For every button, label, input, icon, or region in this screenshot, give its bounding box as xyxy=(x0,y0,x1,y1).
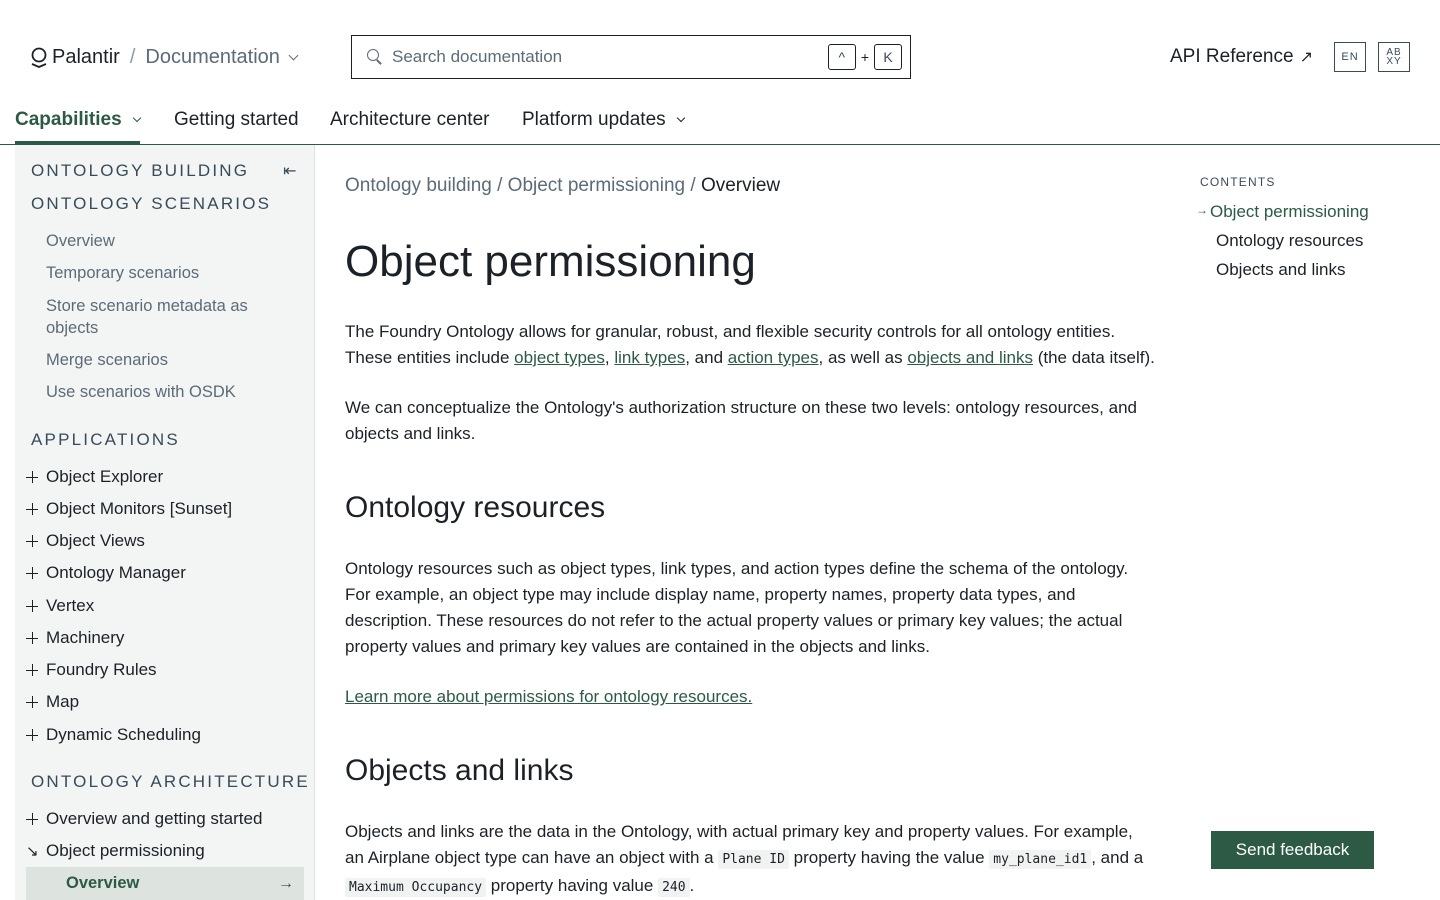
toc-item-label: Object permissioning xyxy=(1210,202,1369,221)
tab-label: Capabilities xyxy=(15,109,122,130)
sidebar-item-foundry-rules[interactable] xyxy=(26,660,157,680)
language-button[interactable] xyxy=(1334,42,1366,72)
tab-platform-updates[interactable] xyxy=(522,96,684,144)
toc-item-ontology-resources[interactable]: Ontology resources xyxy=(1216,231,1364,250)
sidebar-heading-ontology-scenarios[interactable]: ONTOLOGY SCENARIOS xyxy=(31,194,272,213)
external-link-icon: ↗ xyxy=(1299,49,1313,66)
send-feedback-button[interactable]: Send feedback xyxy=(1211,831,1374,869)
toc-item-objects-and-links[interactable]: Objects and links xyxy=(1216,260,1346,279)
plus-icon xyxy=(26,696,38,708)
expanded-arrow-icon: ↘ xyxy=(26,843,39,860)
sidebar-item-object-views[interactable] xyxy=(26,531,145,551)
plus-icon xyxy=(26,664,38,676)
text: , and xyxy=(685,348,728,367)
objects-and-links-paragraph xyxy=(345,819,1155,900)
plus-icon xyxy=(26,567,38,579)
sidebar-item-label: Ontology Manager xyxy=(46,563,186,582)
sidebar-item-overview-getting-started[interactable] xyxy=(26,809,262,829)
sidebar-item-label: Machinery xyxy=(46,628,125,647)
plus-icon xyxy=(26,535,38,547)
text: (the data itself). xyxy=(1033,348,1155,367)
search-shortcut xyxy=(828,44,902,70)
sidebar-item-overview[interactable]: Overview xyxy=(46,232,115,250)
collapse-sidebar-icon[interactable]: ⇤ xyxy=(283,163,297,180)
plus-icon xyxy=(26,503,38,515)
arrow-right-icon: → xyxy=(278,874,294,892)
tab-label: Getting started xyxy=(174,109,299,130)
sidebar-item-label: Overview xyxy=(66,874,140,892)
tab-getting-started[interactable] xyxy=(174,96,299,144)
plus-icon xyxy=(26,632,38,644)
text: . xyxy=(689,876,695,895)
breadcrumb-object-permissioning[interactable]: Object permissioning xyxy=(507,175,686,196)
plus-icon xyxy=(26,471,38,483)
sidebar-item-label: Foundry Rules xyxy=(46,660,157,679)
tab-capabilities[interactable] xyxy=(15,96,140,144)
breadcrumb-separator: / xyxy=(491,175,508,196)
sidebar-item-use-scenarios-osdk[interactable]: Use scenarios with OSDK xyxy=(46,383,236,401)
sidebar-item-object-explorer[interactable] xyxy=(26,467,163,487)
sidebar-item-active-overview[interactable] xyxy=(26,867,304,900)
sidebar-item-dynamic-scheduling[interactable] xyxy=(26,725,201,745)
palantir-logo-icon xyxy=(30,47,48,69)
shortcut-ctrl-key: ^ xyxy=(828,44,856,70)
sidebar-heading-applications[interactable]: APPLICATIONS xyxy=(31,430,180,449)
toc-title: CONTENTS xyxy=(1200,175,1276,189)
objects-and-links-link[interactable]: objects and links xyxy=(907,348,1033,367)
toc-arrow-icon: → xyxy=(1196,203,1208,217)
sidebar-item-machinery[interactable] xyxy=(26,628,124,648)
sidebar-item-label: Overview and getting started xyxy=(46,809,263,828)
api-reference-link[interactable] xyxy=(1170,46,1313,68)
logo-text: Palantir xyxy=(52,46,120,68)
chevron-down-icon xyxy=(676,114,684,122)
language-label: EN xyxy=(1341,51,1359,63)
section-label: Documentation xyxy=(145,46,280,68)
sidebar-item-temporary-scenarios[interactable]: Temporary scenarios xyxy=(46,264,200,282)
shortcut-plus: + xyxy=(860,49,869,65)
sidebar-item-object-monitors[interactable] xyxy=(26,499,232,519)
code-my-plane-id1: my_plane_id1 xyxy=(989,850,1091,869)
breadcrumb-separator: / xyxy=(685,175,701,196)
text: property having the value xyxy=(788,848,990,867)
shortcut-k-key: K xyxy=(874,44,902,70)
logo-separator: / xyxy=(129,46,136,68)
sidebar-item-ontology-manager[interactable] xyxy=(26,563,186,583)
sidebar xyxy=(15,145,315,900)
text: Objects and links are the data in the Ontology, with actual primary key and property values. For example, an Airplane object type can have an object with a xyxy=(345,822,1133,867)
plus-icon xyxy=(26,813,38,825)
search-bar[interactable] xyxy=(351,35,911,79)
heading-ontology-resources: Ontology resources xyxy=(345,491,606,524)
font-settings-button[interactable] xyxy=(1378,42,1410,72)
plus-icon xyxy=(26,729,38,741)
sidebar-item-label: Dynamic Scheduling xyxy=(46,725,201,744)
tab-label: Architecture center xyxy=(330,109,490,130)
action-types-link[interactable]: action types xyxy=(727,348,819,367)
chevron-down-icon xyxy=(288,51,298,61)
sidebar-item-store-scenario-metadata[interactable]: Store scenario metadata as objects xyxy=(46,297,248,337)
heading-objects-and-links: Objects and links xyxy=(345,754,574,787)
font-settings-top: AB xyxy=(1386,47,1402,58)
sidebar-item-label: Object permissioning xyxy=(46,841,205,860)
search-input[interactable] xyxy=(392,47,828,67)
code-maximum-occupancy: Maximum Occupancy xyxy=(345,878,486,897)
top-bar xyxy=(0,0,1440,100)
ontology-resources-paragraph: Ontology resources such as object types, link types, and action types define the schema of the ontology. For example, an object type may include display name, property names, property data types, and description. These resources do not refer to the actual property values or primary key values; the actual property values and primary key values are contained in the objects and links. xyxy=(345,559,1129,656)
text: property having value xyxy=(486,876,659,895)
tab-label: Platform updates xyxy=(522,109,666,130)
breadcrumb-current: Overview xyxy=(700,175,781,196)
logo[interactable] xyxy=(30,46,297,69)
text: , and a xyxy=(1091,848,1144,867)
breadcrumb-ontology-building[interactable]: Ontology building xyxy=(345,175,492,196)
intro-paragraph xyxy=(345,319,1155,371)
object-types-link[interactable]: object types xyxy=(514,348,605,367)
text: , as well as xyxy=(818,348,908,367)
sidebar-item-label: Object Views xyxy=(46,531,145,550)
text: , xyxy=(604,348,615,367)
link-types-link[interactable]: link types xyxy=(614,348,686,367)
text: The Foundry Ontology allows for granular, robust, and flexible security controls for all ontology entities. These entities include xyxy=(345,322,1116,367)
authorization-paragraph: We can conceptualize the Ontology's authorization structure on these two levels: ontology resources, and objects and links. xyxy=(345,398,1137,443)
sidebar-item-vertex[interactable] xyxy=(26,596,94,616)
sidebar-item-label: Object Monitors [Sunset] xyxy=(46,499,233,518)
search-icon xyxy=(366,49,382,65)
plus-icon xyxy=(26,600,38,612)
api-reference-label: API Reference xyxy=(1170,46,1294,67)
sidebar-heading-ontology-building[interactable]: ONTOLOGY BUILDING xyxy=(31,161,250,180)
section-dropdown[interactable] xyxy=(145,46,297,69)
breadcrumb xyxy=(345,175,780,197)
sidebar-heading-ontology-architecture[interactable]: ONTOLOGY ARCHITECTURE xyxy=(31,772,310,791)
chevron-down-icon xyxy=(132,114,140,122)
sidebar-item-merge-scenarios[interactable]: Merge scenarios xyxy=(46,351,168,369)
page-title: Object permissioning xyxy=(345,237,756,286)
code-240: 240 xyxy=(658,878,689,897)
sidebar-item-map[interactable] xyxy=(26,692,79,712)
sidebar-item-label: Vertex xyxy=(46,596,95,615)
main-nav xyxy=(0,96,1440,145)
font-settings-bottom: XY xyxy=(1386,56,1402,67)
sidebar-item-object-permissioning[interactable] xyxy=(26,841,205,861)
learn-more-link[interactable]: Learn more about permissions for ontology resources. xyxy=(345,687,753,706)
code-plane-id: Plane ID xyxy=(718,850,789,869)
sidebar-item-label: Map xyxy=(46,692,80,711)
tab-architecture-center[interactable] xyxy=(330,96,489,144)
toc-item-object-permissioning[interactable] xyxy=(1196,202,1369,222)
sidebar-item-label: Object Explorer xyxy=(46,467,164,486)
